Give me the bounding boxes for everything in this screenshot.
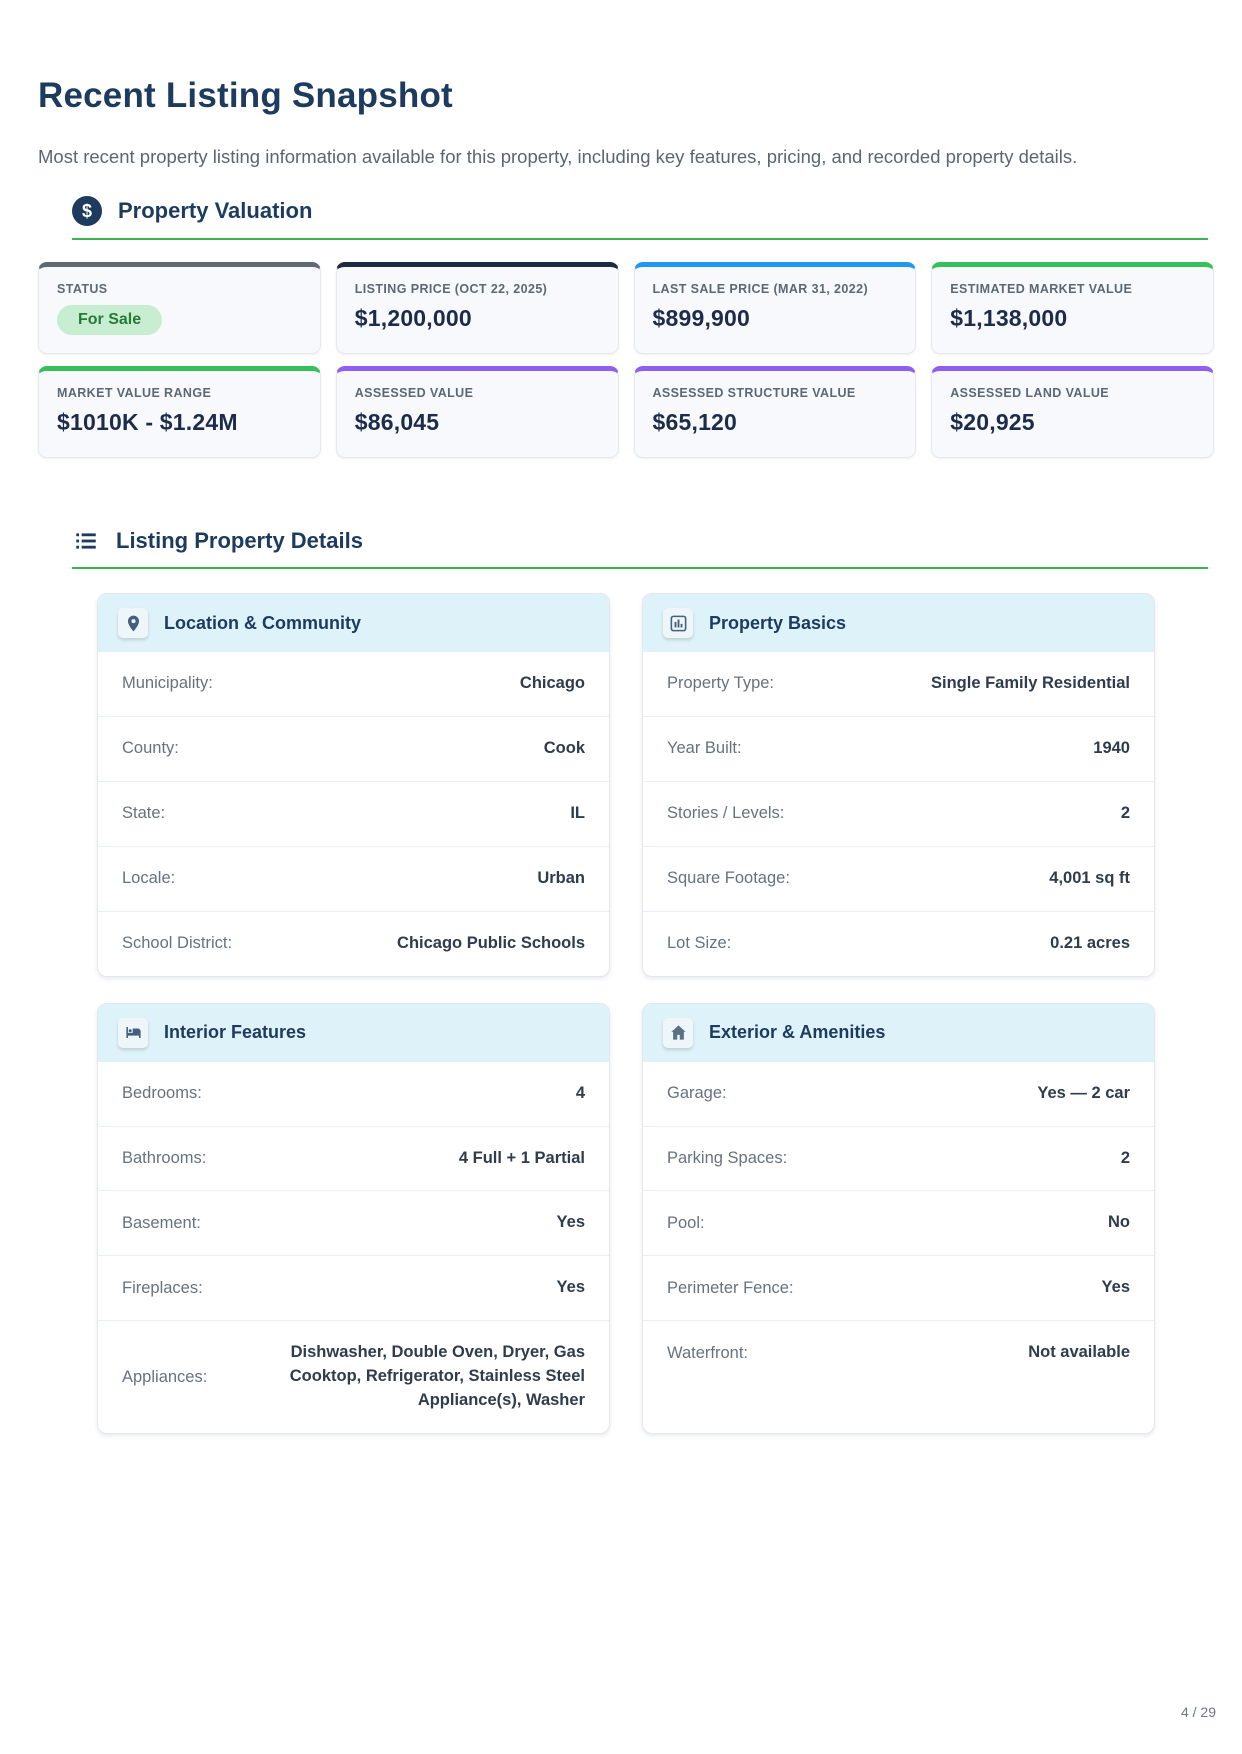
detail-row (643, 1126, 1154, 1191)
detail-card-body (98, 652, 609, 976)
valuation-card-listing-price (336, 262, 619, 354)
row-label: Property Type: (667, 674, 775, 693)
detail-row (98, 911, 609, 976)
row-label: Municipality: (122, 674, 213, 693)
valuation-card-value: $1010K - $1.24M (57, 409, 238, 435)
row-value: 4 (575, 1083, 585, 1102)
detail-row (643, 1320, 1154, 1385)
detail-row (98, 781, 609, 846)
detail-card-title: Property Basics (709, 612, 847, 633)
row-value: 4 Full + 1 Partial (458, 1148, 585, 1167)
page-title: Recent Listing Snapshot (38, 76, 453, 115)
row-label: Square Footage: (667, 869, 790, 888)
detail-card-title: Exterior & Amenities (709, 1022, 886, 1043)
detail-card-header (98, 1004, 609, 1062)
bar-chart-icon (663, 608, 693, 638)
detail-row (98, 1255, 609, 1320)
detail-card-title: Interior Features (164, 1022, 307, 1043)
detail-card-body (98, 1062, 609, 1433)
detail-row (98, 846, 609, 911)
detail-card-body (643, 652, 1154, 976)
valuation-card-value: $65,120 (652, 409, 738, 435)
bed-icon (118, 1018, 148, 1048)
detail-card-interior-features (97, 1003, 610, 1434)
valuation-card-label: LAST SALE PRICE (MAR 31, 2022) (652, 282, 869, 296)
row-value: 1940 (1093, 738, 1130, 757)
row-label: Garage: (667, 1084, 727, 1103)
row-label: Perimeter Fence: (667, 1278, 794, 1297)
section-title: Listing Property Details (116, 528, 363, 553)
row-value: Dishwasher, Double Oven, Dryer, Gas Cooktop, Refrigerator, Stainless Steel Appliance(s), Washer (289, 1343, 585, 1410)
detail-card-location-community (97, 593, 610, 977)
row-label: Fireplaces: (122, 1278, 203, 1297)
row-value: Yes — 2 car (1037, 1083, 1130, 1102)
row-label: Bedrooms: (122, 1084, 202, 1103)
detail-row (643, 1255, 1154, 1320)
detail-card-header (98, 594, 609, 652)
row-label: School District: (122, 934, 233, 953)
row-label: Bathrooms: (122, 1148, 207, 1167)
detail-card-header (643, 1004, 1154, 1062)
valuation-card-label: ASSESSED STRUCTURE VALUE (652, 386, 856, 400)
row-value: 2 (1120, 803, 1130, 822)
valuation-card-value: $1,200,000 (354, 305, 472, 331)
valuation-card-value: $1,138,000 (950, 305, 1068, 331)
valuation-card-grid (38, 262, 1214, 458)
detail-row (98, 1062, 609, 1126)
list-icon (72, 527, 100, 555)
page-subtitle: Most recent property listing information available for this property, including key features, pricing, and recorded property details. (38, 146, 1078, 167)
page-number: 4 / 29 (1180, 1704, 1216, 1720)
valuation-card-label: ASSESSED LAND VALUE (950, 386, 1110, 400)
row-label: Stories / Levels: (667, 804, 785, 823)
row-label: Basement: (122, 1213, 201, 1232)
valuation-card-label: ESTIMATED MARKET VALUE (950, 282, 1133, 296)
row-value: Single Family Residential (931, 674, 1130, 692)
detail-row (643, 1190, 1154, 1255)
detail-row (643, 846, 1154, 911)
detail-row (98, 1126, 609, 1191)
row-value: 2 (1120, 1148, 1130, 1167)
detail-row-appliances (98, 1320, 609, 1433)
valuation-card-label: STATUS (57, 282, 108, 296)
row-value: Cook (543, 738, 585, 757)
row-label: Pool: (667, 1213, 705, 1232)
row-label: County: (122, 739, 179, 758)
valuation-card-value: $899,900 (652, 305, 751, 331)
row-value: Chicago (519, 674, 585, 692)
row-value: Chicago Public Schools (397, 933, 585, 952)
status-badge: For Sale (57, 305, 162, 335)
detail-row (98, 1190, 609, 1255)
valuation-card-label: MARKET VALUE RANGE (57, 386, 212, 400)
row-value: Not available (1028, 1343, 1130, 1362)
row-label: Lot Size: (667, 934, 732, 953)
valuation-card-estimated-market-value (931, 262, 1214, 354)
row-label: Parking Spaces: (667, 1148, 788, 1167)
detail-row (643, 1062, 1154, 1126)
row-label: Waterfront: (667, 1343, 748, 1362)
row-value: Yes (556, 1213, 585, 1232)
valuation-card-label: ASSESSED VALUE (354, 386, 474, 400)
row-value: 0.21 acres (1050, 933, 1130, 952)
valuation-card-status (38, 262, 321, 354)
row-value: 4,001 sq ft (1049, 868, 1130, 887)
location-pin-icon (118, 608, 148, 638)
section-title: Property Valuation (118, 198, 313, 223)
row-value: Urban (537, 868, 585, 887)
detail-card-header (643, 594, 1154, 652)
detail-card-exterior-amenities (642, 1003, 1155, 1434)
row-label: Locale: (122, 869, 176, 888)
section-header-listing-property-details (72, 527, 1208, 569)
detail-card-property-basics (642, 593, 1155, 977)
detail-card-title: Location & Community (164, 612, 361, 633)
row-value: No (1108, 1213, 1130, 1232)
row-label: State: (122, 804, 166, 823)
valuation-card-market-value-range (38, 366, 321, 458)
row-label: Appliances: (122, 1367, 208, 1386)
section-header-property-valuation (72, 196, 1208, 240)
row-label: Year Built: (667, 739, 742, 758)
detail-row (643, 716, 1154, 781)
row-value: Yes (556, 1278, 585, 1297)
valuation-card-label: LISTING PRICE (OCT 22, 2025) (354, 282, 548, 296)
house-icon (663, 1018, 693, 1048)
valuation-card-assessed-land-value (931, 366, 1214, 458)
detail-row (643, 652, 1154, 716)
detail-row (643, 781, 1154, 846)
detail-row (643, 911, 1154, 976)
details-card-grid (97, 593, 1155, 1434)
row-value: Yes (1101, 1278, 1130, 1297)
valuation-card-assessed-structure-value (634, 366, 917, 458)
detail-row (98, 652, 609, 716)
valuation-card-value: $20,925 (950, 409, 1035, 435)
valuation-card-last-sale-price (634, 262, 917, 354)
detail-row (98, 716, 609, 781)
dollar-circle-icon: $ (72, 196, 102, 226)
valuation-card-value: $86,045 (354, 409, 440, 435)
row-value: IL (570, 803, 585, 822)
detail-card-body (643, 1062, 1154, 1386)
valuation-card-assessed-value (336, 366, 619, 458)
